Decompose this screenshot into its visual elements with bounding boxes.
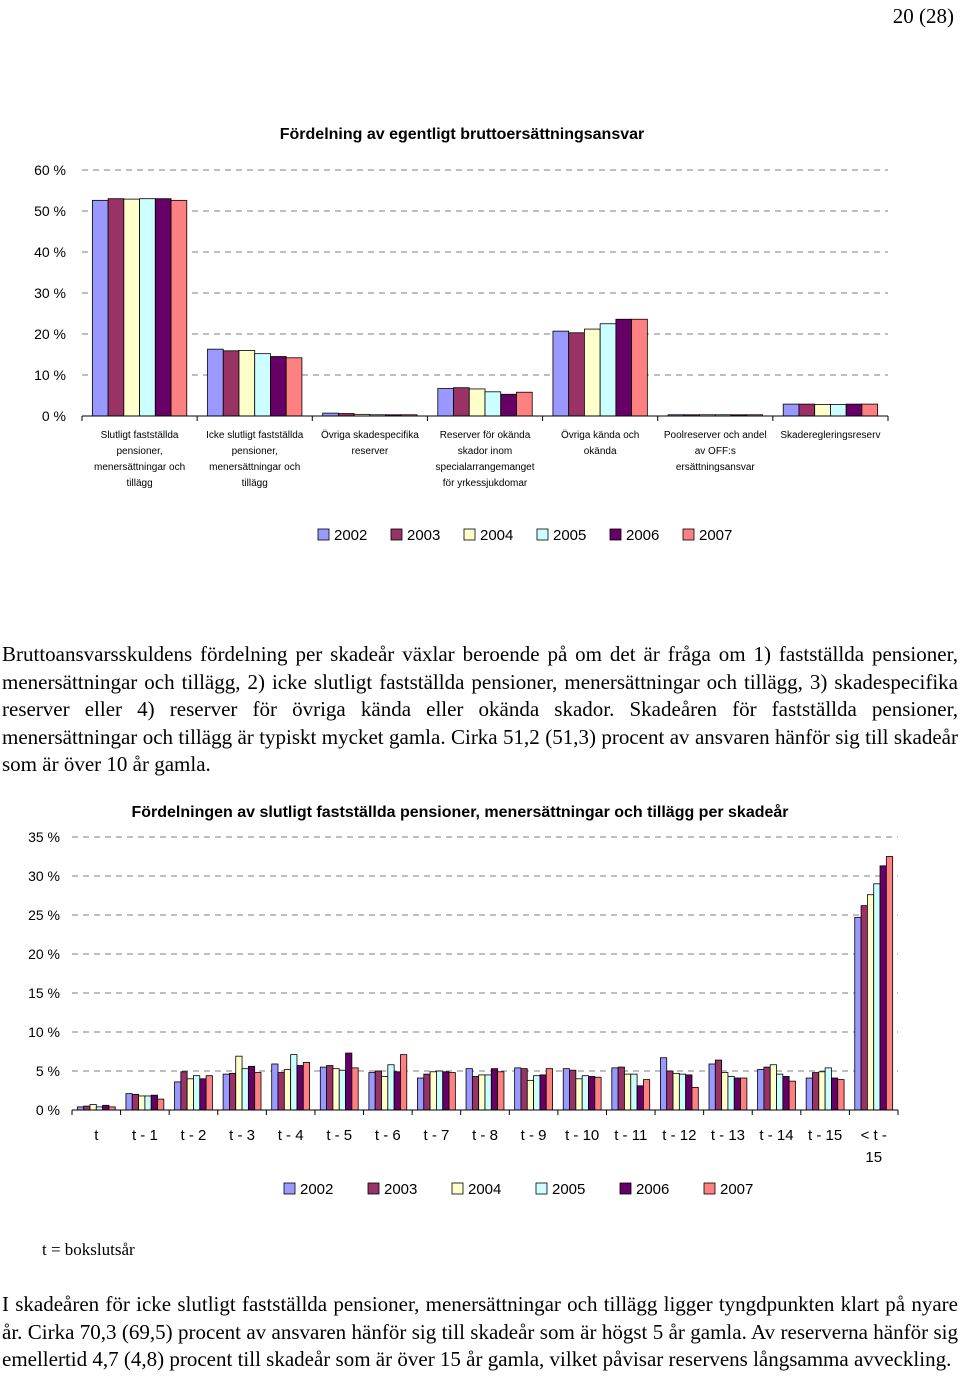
bar-2007-5: [352, 1068, 358, 1110]
x-category-label: Övriga kända och okända: [560, 430, 640, 457]
bar-2007-13: [741, 1078, 747, 1110]
bar-2004-16: [867, 895, 873, 1110]
legend-label-2002: 2002: [334, 527, 368, 544]
x-category-label: t - 15: [808, 1127, 843, 1144]
bar-chart-ansvar-distribution: [0, 110, 960, 560]
bar-2006-6: [394, 1072, 400, 1110]
bar-2006-1: [270, 357, 286, 416]
y-tick-label: 15 %: [28, 985, 60, 1001]
y-tick-label: 10 %: [34, 367, 66, 383]
chart1-title: Fördelning av egentligt bruttoersättningsansvar: [279, 126, 645, 143]
bar-2007-16: [886, 857, 892, 1111]
bar-2007-3: [255, 1073, 261, 1110]
x-category-label: t - 13: [710, 1127, 746, 1144]
bar-2004-13: [722, 1073, 728, 1110]
bar-2002-4: [553, 331, 569, 416]
bar-2005-6: [388, 1065, 394, 1110]
bar-2002-15: [806, 1078, 812, 1110]
bar-2002-16: [855, 917, 861, 1110]
bar-2002-12: [660, 1058, 666, 1110]
bar-2006-5: [346, 1053, 352, 1110]
bar-2005-9: [534, 1076, 540, 1110]
legend-swatch-2003: [391, 529, 402, 540]
bar-2007-12: [692, 1087, 698, 1110]
x-category-label: t - 6: [374, 1127, 401, 1144]
bar-2003-6: [799, 404, 815, 416]
legend-label-2004: 2004: [480, 527, 514, 544]
bar-2006-3: [501, 394, 517, 416]
bar-2003-7: [424, 1074, 430, 1110]
bar-2005-1: [255, 354, 271, 416]
x-category-label: t - 5: [326, 1127, 353, 1144]
x-category-label: t - 2: [180, 1127, 207, 1144]
bar-2002-6: [369, 1073, 375, 1110]
legend-swatch-2002: [284, 1183, 295, 1194]
bar-2005-12: [679, 1074, 685, 1110]
bar-2005-10: [582, 1076, 588, 1110]
legend-swatch-2002: [318, 529, 329, 540]
bar-2004-11: [624, 1074, 630, 1110]
bar-2006-4: [616, 319, 632, 416]
bar-2005-16: [874, 884, 880, 1110]
x-category-label: Slutligt fastställda pensioner, menersättningar och tillägg: [93, 430, 186, 489]
bar-2006-2: [200, 1079, 206, 1110]
bar-2005-3: [485, 392, 501, 416]
bar-2003-14: [764, 1067, 770, 1110]
bar-2004-0: [90, 1105, 96, 1110]
bar-2003-15: [812, 1073, 818, 1110]
bar-2003-4: [569, 333, 585, 416]
bar-2002-14: [758, 1069, 764, 1110]
bar-2006-9: [540, 1075, 546, 1110]
bar-2005-0: [140, 199, 156, 416]
bar-2003-2: [181, 1072, 187, 1110]
bar-2006-7: [443, 1072, 449, 1110]
bar-2004-1: [139, 1096, 145, 1110]
bar-2004-0: [124, 199, 140, 416]
bar-2004-4: [584, 329, 600, 416]
legend-swatch-2005: [537, 529, 548, 540]
bar-2005-1: [145, 1096, 151, 1110]
y-tick-label: 30 %: [34, 285, 66, 301]
legend-swatch-2006: [620, 1183, 631, 1194]
bar-2002-4: [272, 1064, 278, 1110]
bar-2003-10: [570, 1070, 576, 1110]
bar-2006-0: [155, 199, 171, 416]
bar-2006-16: [880, 866, 886, 1110]
bar-2007-11: [643, 1080, 649, 1110]
legend-label-2007: 2007: [720, 1181, 754, 1198]
bar-2003-5: [327, 1066, 333, 1110]
legend-swatch-2004: [452, 1183, 463, 1194]
bar-2006-8: [491, 1069, 497, 1110]
bar-2002-3: [223, 1074, 229, 1110]
legend-label-2005: 2005: [553, 527, 587, 544]
legend-label-2003: 2003: [407, 527, 441, 544]
bar-2002-1: [208, 349, 224, 416]
bar-2003-13: [715, 1060, 721, 1110]
y-tick-label: 30 %: [28, 868, 60, 884]
legend-swatch-2007: [683, 529, 694, 540]
footnote-t-definition: t = bokslutsår: [42, 1240, 135, 1259]
y-tick-label: 5 %: [35, 1063, 60, 1079]
x-category-label: t - 1: [131, 1127, 158, 1144]
legend-label-2006: 2006: [636, 1181, 670, 1198]
bar-2002-8: [466, 1069, 472, 1110]
bar-2005-6: [830, 405, 846, 416]
bar-2007-0: [171, 200, 187, 416]
bar-2007-6: [400, 1055, 406, 1110]
x-category-label: t - 9: [520, 1127, 547, 1144]
bar-2007-14: [789, 1081, 795, 1110]
bar-2006-3: [248, 1066, 254, 1110]
x-category-label: t - 7: [423, 1127, 450, 1144]
bar-2004-1: [239, 350, 255, 416]
bar-2006-14: [783, 1076, 789, 1110]
bar-2004-10: [576, 1079, 582, 1110]
bar-2003-1: [223, 351, 239, 416]
bar-2004-12: [673, 1073, 679, 1110]
legend-label-2005: 2005: [552, 1181, 586, 1198]
bar-2002-0: [92, 200, 108, 416]
bar-2002-13: [709, 1064, 715, 1110]
bar-2002-5: [320, 1067, 326, 1110]
chart2-title: Fördelningen av slutligt fastställda pensioner, menersättningar och tillägg per skadeår: [131, 804, 789, 821]
bar-2004-7: [430, 1072, 436, 1110]
bar-2003-3: [229, 1073, 235, 1110]
bar-2002-3: [438, 389, 454, 416]
x-category-label: Icke slutligt fastställda pensioner, menersättningar och tillägg: [206, 430, 304, 489]
legend-label-2007: 2007: [699, 527, 733, 544]
page-number: 20 (28): [892, 4, 954, 28]
bar-2002-6: [783, 404, 799, 416]
bar-2005-7: [436, 1071, 442, 1110]
bar-2007-7: [449, 1073, 455, 1110]
legend-swatch-2006: [610, 529, 621, 540]
bar-2006-1: [151, 1095, 157, 1110]
bar-2004-2: [187, 1079, 193, 1110]
bar-2003-6: [375, 1071, 381, 1110]
bar-2002-2: [175, 1082, 181, 1110]
bar-2007-15: [838, 1080, 844, 1110]
x-category-label: t - 14: [759, 1127, 794, 1144]
bar-2006-10: [588, 1076, 594, 1110]
bar-2004-8: [479, 1075, 485, 1110]
x-category-label: Reserver för okända skador inom specialarrangemanget för yrkessjukdomar: [435, 430, 535, 489]
y-tick-label: 60 %: [34, 162, 66, 178]
y-tick-label: 0 %: [35, 1102, 60, 1118]
bar-2004-9: [527, 1080, 533, 1110]
bar-2006-13: [734, 1078, 740, 1110]
bar-2005-2: [193, 1076, 199, 1110]
bar-2004-3: [469, 389, 485, 416]
bar-2004-6: [382, 1076, 388, 1110]
bar-2005-11: [631, 1074, 637, 1110]
bar-2006-12: [686, 1075, 692, 1110]
legend-label-2002: 2002: [300, 1181, 334, 1198]
legend-swatch-2003: [368, 1183, 379, 1194]
x-category-label: Poolreserver och andel av OFF:s ersättningsansvar: [663, 430, 767, 473]
bar-2006-0: [103, 1105, 109, 1110]
bar-2003-11: [618, 1067, 624, 1110]
bar-2003-12: [667, 1071, 673, 1110]
legend-label-2003: 2003: [384, 1181, 418, 1198]
paragraph-2: I skadeåren för icke slutligt fastställda pensioner, menersättningar och tillägg ligger tyngdpunkten klart på nyare år. Cirka 70,3 (69,5) procent av ansvaren hänför sig till skadeår som är högst 5 år gamla. Av reserverna hänför sig emellertid 4,7 (4,8) procent till skadeår som är över 15 år gamla, vilket påvisar reservens långsamma avveckling.: [2, 1292, 958, 1371]
bar-2004-15: [819, 1072, 825, 1110]
bar-2006-4: [297, 1066, 303, 1110]
bar-2006-11: [637, 1086, 643, 1110]
bar-2007-1: [158, 1099, 164, 1110]
bar-2005-3: [242, 1069, 248, 1110]
bar-2006-6: [846, 404, 862, 416]
bar-2005-13: [728, 1076, 734, 1110]
y-tick-label: 25 %: [28, 907, 60, 923]
bar-2007-10: [595, 1077, 601, 1110]
bar-2007-4: [632, 319, 648, 416]
x-category-label: < t -15: [860, 1127, 887, 1166]
x-category-label: Skaderegleringsreserv: [780, 430, 881, 441]
bar-2005-14: [777, 1074, 783, 1110]
x-category-label: t: [94, 1127, 99, 1144]
x-category-label: t - 11: [614, 1127, 648, 1144]
bar-2007-8: [498, 1072, 504, 1110]
bar-2004-5: [333, 1069, 339, 1110]
legend-swatch-2005: [536, 1183, 547, 1194]
bar-2003-4: [278, 1073, 284, 1110]
bar-2002-11: [612, 1068, 618, 1110]
bar-2005-4: [291, 1055, 297, 1110]
bar-2002-1: [126, 1094, 132, 1110]
bar-2003-0: [84, 1106, 90, 1110]
legend-label-2006: 2006: [626, 527, 660, 544]
bar-2002-10: [563, 1069, 569, 1110]
x-category-label: t - 10: [565, 1127, 600, 1144]
y-tick-label: 20 %: [28, 946, 60, 962]
bar-chart-skadear-distribution: [0, 790, 960, 1210]
paragraph-1: Bruttoansvarsskuldens fördelning per skadeår växlar beroende på om det är fråga om 1) fastställda pensioner, menersättningar och tillägg, 2) icke slutligt fastställda pensioner, menersättningar och tillägg, 3) skadespecifika reserver eller 4) reserver för övriga kända eller okända skador. Skadeåren för fastställda pensioner, menersättningar och tillägg är typiskt mycket gamla. Cirka 51,2 (51,3) procent av ansvaren hänför sig till skadeår som är över 10 år gamla.: [2, 642, 958, 776]
bar-2002-7: [417, 1078, 423, 1110]
y-tick-label: 10 %: [28, 1024, 60, 1040]
y-tick-label: 50 %: [34, 203, 66, 219]
bar-2005-15: [825, 1068, 831, 1110]
bar-2005-5: [339, 1070, 345, 1110]
x-category-label: t - 12: [662, 1127, 697, 1144]
bar-2004-3: [236, 1056, 242, 1110]
bar-2007-9: [546, 1069, 552, 1110]
bar-2002-9: [515, 1068, 521, 1110]
y-tick-label: 0 %: [41, 408, 66, 424]
x-category-label: t - 4: [277, 1127, 304, 1144]
bar-2006-15: [831, 1078, 837, 1110]
bar-2003-0: [108, 199, 124, 416]
bar-2007-6: [862, 404, 878, 416]
legend-label-2004: 2004: [468, 1181, 502, 1198]
bar-2007-4: [303, 1062, 309, 1110]
x-category-label: t - 3: [229, 1127, 255, 1144]
bar-2004-6: [815, 405, 831, 416]
bar-2004-14: [770, 1065, 776, 1110]
bar-2005-8: [485, 1075, 491, 1110]
y-tick-label: 35 %: [28, 829, 60, 845]
x-category-label: t - 8: [472, 1127, 498, 1144]
bar-2005-4: [600, 324, 616, 416]
bar-2003-1: [132, 1094, 138, 1110]
bar-2007-2: [206, 1076, 212, 1110]
y-tick-label: 40 %: [34, 244, 66, 260]
legend-swatch-2004: [464, 529, 475, 540]
bar-2003-3: [454, 388, 470, 416]
bar-2003-8: [472, 1076, 478, 1110]
bar-2003-16: [861, 906, 867, 1110]
bar-2007-1: [286, 358, 302, 416]
x-category-label: Övriga skadespecifika reserver: [320, 430, 419, 457]
legend-swatch-2007: [704, 1183, 715, 1194]
y-tick-label: 20 %: [34, 326, 66, 342]
bar-2003-9: [521, 1069, 527, 1110]
bar-2007-3: [516, 392, 532, 416]
bar-2004-4: [284, 1069, 290, 1110]
